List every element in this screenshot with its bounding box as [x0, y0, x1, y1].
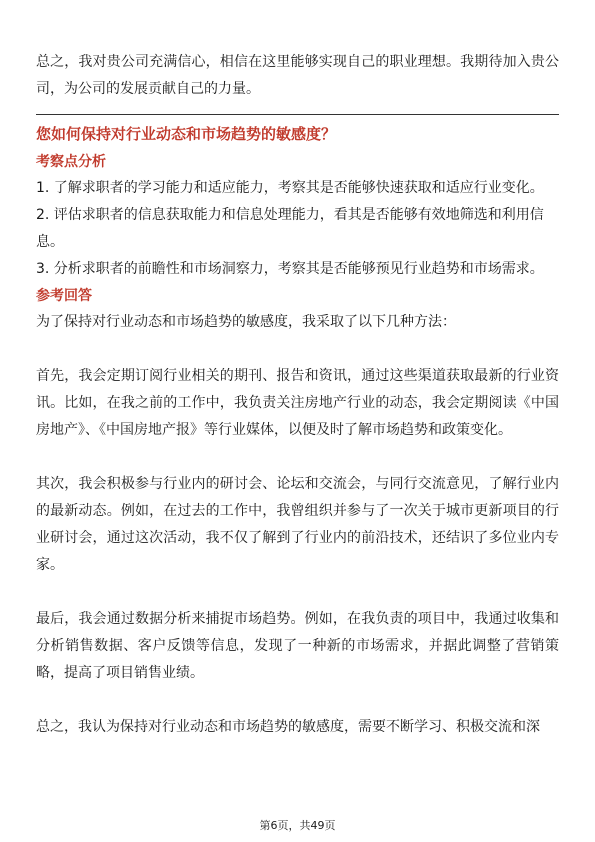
page-number: 第6页，共49页 [259, 819, 336, 832]
section-divider [36, 114, 559, 115]
analysis-item-1: 1. 了解求职者的学习能力和适应能力，考察其是否能够快速获取和适应行业变化。 [36, 180, 544, 196]
paragraph-gap [36, 336, 559, 363]
analysis-heading: 考察点分析 [36, 154, 106, 170]
analysis-item-2: 2. 评估求职者的信息获取能力和信息处理能力，看其是否能够有效地筛选和利用信息。 [36, 207, 544, 250]
answer-paragraph-4: 总之，我认为保持对行业动态和市场趋势的敏感度，需要不断学习、积极交流和深 [36, 719, 540, 735]
paragraph-gap [36, 444, 559, 471]
answer-paragraph-3: 最后，我会通过数据分析来捕捉市场趋势。例如，在我负责的项目中，我通过收集和分析销售数据、客户反馈等信息，发现了一种新的市场需求，并据此调整了营销策略，提高了项目销售业绩。 [36, 611, 559, 681]
paragraph-gap [36, 687, 559, 714]
answer-lead: 为了保持对行业动态和市场趋势的敏感度，我采取了以下几种方法： [36, 314, 456, 330]
answer-heading: 参考回答 [36, 288, 92, 304]
paragraph-gap [36, 579, 559, 606]
page-content [36, 0, 559, 741]
question-title: 您如何保持对行业动态和市场趋势的敏感度？ [36, 125, 337, 143]
analysis-item-3: 3. 分析求职者的前瞻性和市场洞察力，考察其是否能够预见行业趋势和市场需求。 [36, 261, 544, 277]
answer-paragraph-2: 其次，我会积极参与行业内的研讨会、论坛和交流会，与同行交流意见，了解行业内的最新动态。例如，在过去的工作中，我曾组织并参与了一次关于城市更新项目的行业研讨会，通过这次活动，我不仅了解到了行业内的前沿技术，还结识了多位业内专家。 [36, 476, 559, 573]
intro-paragraph: 总之，我对贵公司充满信心，相信在这里能够实现自己的职业理想。我期待加入贵公司，为公司的发展贡献自己的力量。 [36, 54, 559, 97]
answer-paragraph-1: 首先，我会定期订阅行业相关的期刊、报告和资讯，通过这些渠道获取最新的行业资讯。比如，在我之前的工作中，我负责关注房地产行业的动态，我会定期阅读《中国房地产》、《中国房地产报》等行业媒体，以便及时了解市场趋势和政策变化。 [36, 368, 559, 438]
